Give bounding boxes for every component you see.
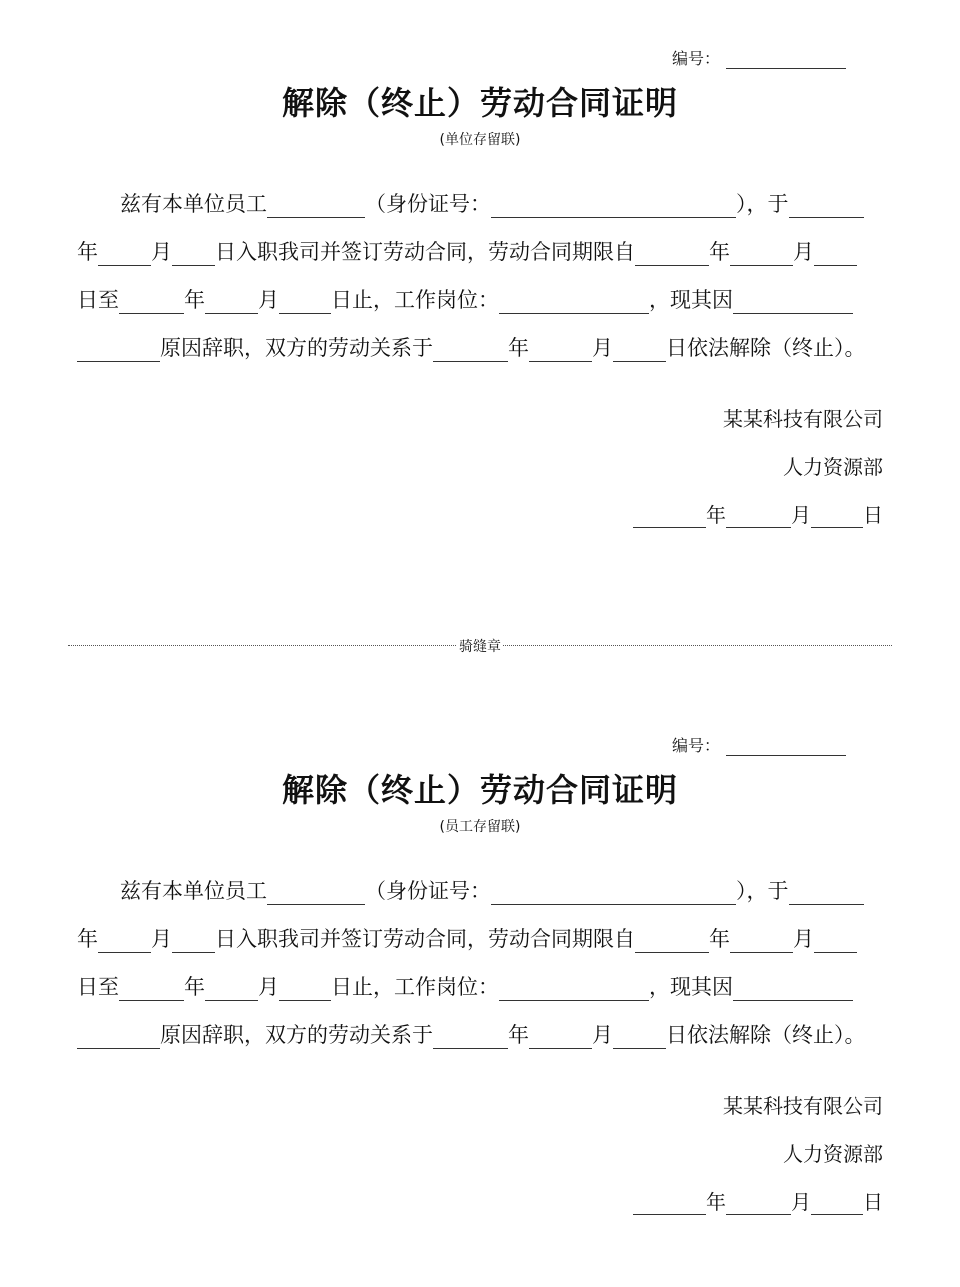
fill-in-blank[interactable] (814, 930, 857, 953)
body-text: 年 (184, 288, 205, 312)
body-text: 原因辞职，双方的劳动关系于 (160, 336, 433, 360)
fill-in-blank[interactable] (119, 291, 184, 314)
body-line (77, 877, 864, 905)
body-line (77, 973, 853, 1001)
body-text: 兹有本单位员工 (120, 879, 267, 903)
fill-in-blank[interactable] (613, 1026, 666, 1049)
year-label: 年 (706, 1190, 726, 1214)
fill-in-blank[interactable] (433, 339, 508, 362)
document-title: 解除（终止）劳动合同证明 (281, 771, 678, 809)
fill-in-blank[interactable] (730, 930, 793, 953)
body-text: 日依法解除（终止）。 (666, 1023, 866, 1047)
body-text: 年 (184, 975, 205, 999)
body-line (77, 190, 864, 218)
fill-in-blank[interactable] (814, 243, 857, 266)
fill-in-blank[interactable] (119, 978, 184, 1001)
month-label: 月 (791, 1190, 811, 1214)
fill-in-blank[interactable] (491, 882, 736, 905)
document-number (672, 46, 846, 69)
number-label: 编号： (672, 49, 721, 68)
department-name: 人力资源部 (783, 455, 883, 479)
fill-in-blank[interactable] (172, 243, 215, 266)
body-text: 月 (592, 336, 613, 360)
fill-in-blank[interactable] (789, 882, 864, 905)
body-line (77, 1021, 866, 1049)
body-text: 日至 (77, 288, 119, 312)
fill-in-blank[interactable] (205, 978, 258, 1001)
day-blank[interactable] (811, 1192, 863, 1215)
body-line (77, 238, 857, 266)
month-blank[interactable] (726, 505, 791, 528)
body-text: 月 (592, 1023, 613, 1047)
document-number (672, 733, 846, 756)
number-label: 编号： (672, 736, 721, 755)
fill-in-blank[interactable] (613, 339, 666, 362)
copy-type-subtitle: (员工存留联) (439, 819, 521, 835)
fill-in-blank[interactable] (789, 195, 864, 218)
body-text: 日止，工作岗位： (331, 288, 499, 312)
number-blank[interactable] (726, 737, 846, 756)
body-text: ），于 (736, 879, 789, 903)
document-title: 解除（终止）劳动合同证明 (281, 84, 678, 122)
body-text: 日入职我司并签订劳动合同，劳动合同期限自 (215, 240, 635, 264)
signature-date (633, 499, 883, 528)
body-line (77, 286, 853, 314)
body-line (77, 925, 857, 953)
fill-in-blank[interactable] (635, 930, 709, 953)
day-label: 日 (863, 503, 883, 527)
fill-in-blank[interactable] (267, 882, 365, 905)
fill-in-blank[interactable] (733, 978, 853, 1001)
year-blank[interactable] (633, 1192, 706, 1215)
body-text: 兹有本单位员工 (120, 192, 267, 216)
fill-in-blank[interactable] (98, 243, 151, 266)
body-text: 月 (258, 975, 279, 999)
fill-in-blank[interactable] (279, 291, 331, 314)
department-name: 人力资源部 (783, 1142, 883, 1166)
month-blank[interactable] (726, 1192, 791, 1215)
signature-date (633, 1186, 883, 1215)
day-blank[interactable] (811, 505, 863, 528)
body-text: 年 (77, 240, 98, 264)
divider-label-wrap (0, 636, 960, 656)
body-text: 月 (151, 240, 172, 264)
year-blank[interactable] (633, 505, 706, 528)
fill-in-blank[interactable] (205, 291, 258, 314)
fill-in-blank[interactable] (491, 195, 736, 218)
certificate-section (0, 687, 960, 1287)
fill-in-blank[interactable] (77, 1026, 160, 1049)
body-text: 年 (508, 336, 529, 360)
seam-seal-label: 骑缝章 (459, 639, 501, 655)
body-text: 日依法解除（终止）。 (666, 336, 866, 360)
fill-in-blank[interactable] (279, 978, 331, 1001)
body-text: 月 (793, 240, 814, 264)
number-blank[interactable] (726, 50, 846, 69)
body-text: （身份证号： (365, 879, 491, 903)
fill-in-blank[interactable] (733, 291, 853, 314)
company-name: 某某科技有限公司 (723, 407, 883, 431)
fill-in-blank[interactable] (98, 930, 151, 953)
body-text: 月 (258, 288, 279, 312)
body-text: ，现其因 (649, 975, 733, 999)
body-text: 年 (77, 927, 98, 951)
day-label: 日 (863, 1190, 883, 1214)
month-label: 月 (791, 503, 811, 527)
fill-in-blank[interactable] (499, 291, 649, 314)
certificate-section (0, 0, 960, 600)
body-text: 年 (709, 927, 730, 951)
body-text: 月 (793, 927, 814, 951)
body-text: （身份证号： (365, 192, 491, 216)
body-text: 年 (709, 240, 730, 264)
fill-in-blank[interactable] (529, 339, 592, 362)
fill-in-blank[interactable] (77, 339, 160, 362)
fill-in-blank[interactable] (730, 243, 793, 266)
body-text: 日入职我司并签订劳动合同，劳动合同期限自 (215, 927, 635, 951)
body-text: 原因辞职，双方的劳动关系于 (160, 1023, 433, 1047)
body-text: 日至 (77, 975, 119, 999)
body-text: ，现其因 (649, 288, 733, 312)
fill-in-blank[interactable] (499, 978, 649, 1001)
company-name: 某某科技有限公司 (723, 1094, 883, 1118)
body-line (77, 334, 866, 362)
body-text: 年 (508, 1023, 529, 1047)
fill-in-blank[interactable] (267, 195, 365, 218)
copy-type-subtitle: (单位存留联) (439, 132, 521, 148)
fill-in-blank[interactable] (529, 1026, 592, 1049)
body-text: 月 (151, 927, 172, 951)
body-text: 日止，工作岗位： (331, 975, 499, 999)
fill-in-blank[interactable] (635, 243, 709, 266)
fill-in-blank[interactable] (433, 1026, 508, 1049)
fill-in-blank[interactable] (172, 930, 215, 953)
year-label: 年 (706, 503, 726, 527)
body-text: ），于 (736, 192, 789, 216)
